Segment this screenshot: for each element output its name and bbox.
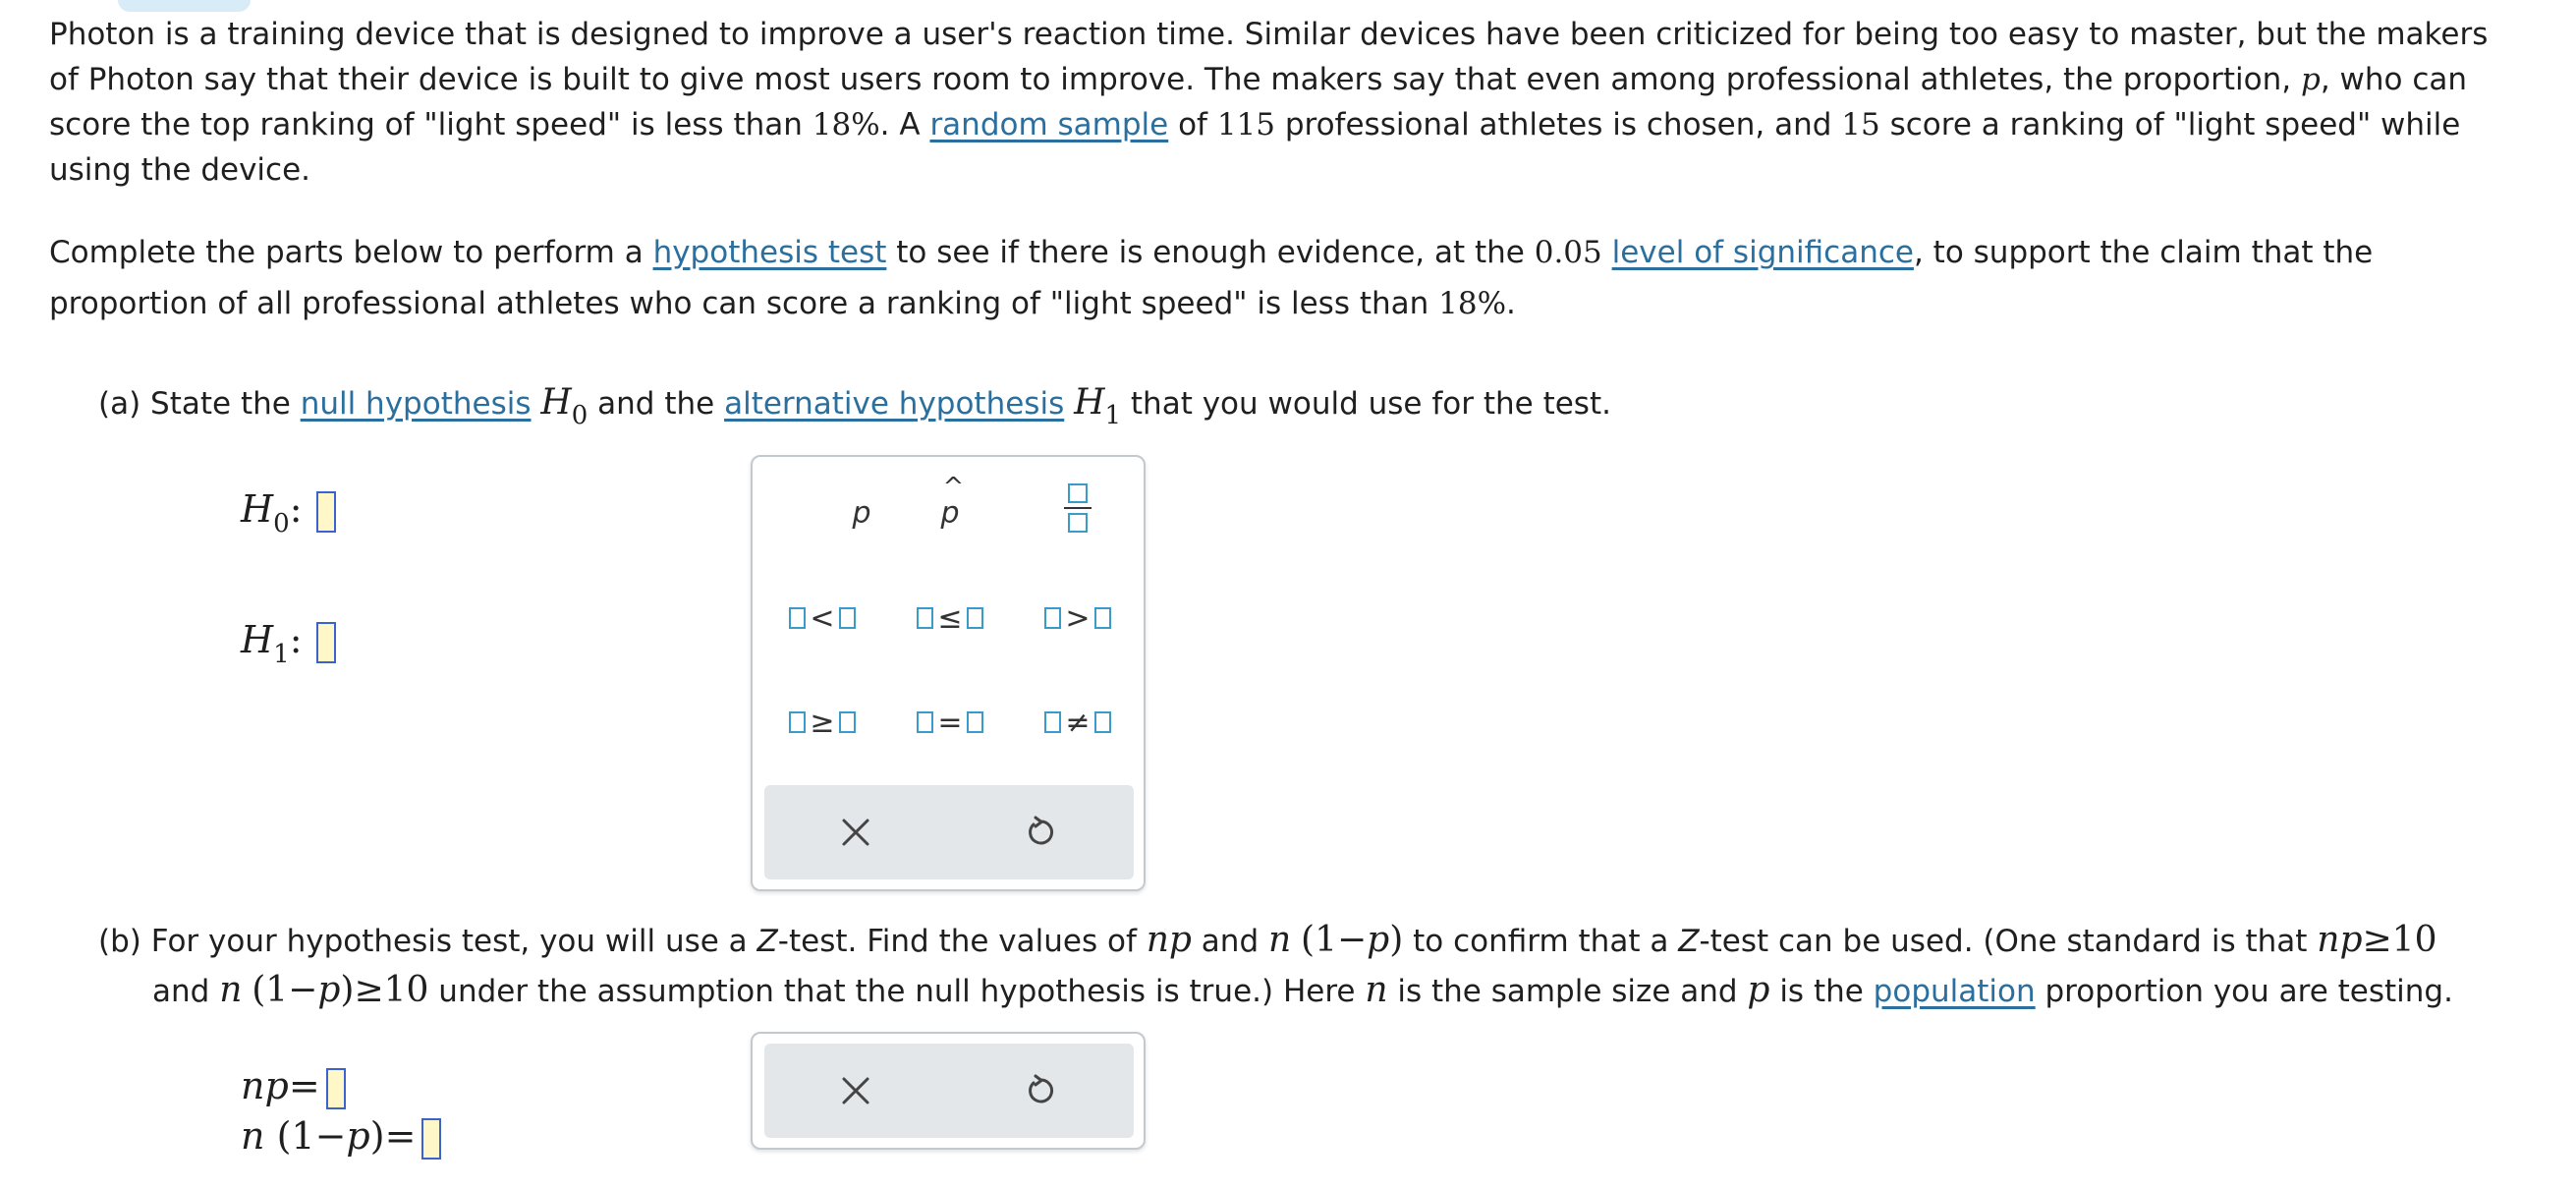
- undo-button-b[interactable]: [1006, 1061, 1075, 1120]
- n-one-minus-p-answer-input[interactable]: [421, 1118, 441, 1160]
- less-equal-button[interactable]: ≤: [896, 589, 1004, 648]
- np-row: np=: [241, 1063, 346, 1109]
- part-b-question-line1: (b) For your hypothesis test, you will use a Z-test. Find the values of np and n (1−p) to confirm that a Z-test can be used. (One standard is that np≥10: [98, 920, 2437, 960]
- symbol-palette: [751, 455, 1146, 891]
- problem-instructions: Complete the parts below to perform a hypothesis test to see if there is enough evidence, at the 0.05 level of significance, to support the claim that the proportion of all professional athletes who can score a ranking of "light speed" is less than 18%.: [49, 235, 2374, 321]
- h0-answer-input[interactable]: [316, 491, 336, 533]
- undo-icon: [1024, 815, 1057, 850]
- part-b-question-line2: and n (1−p)≥10 under the assumption that the null hypothesis is true.) Here n is the sample size and p is the population proportion you are testing.: [152, 970, 2453, 1010]
- h1-row: $H_1$:: [241, 615, 336, 669]
- h0-row: $H_0$:: [241, 484, 336, 538]
- random-sample-link[interactable]: random sample: [929, 107, 1169, 142]
- greater-than-button[interactable]: >: [1024, 589, 1132, 648]
- p-hat-button[interactable]: ^ p: [940, 472, 965, 531]
- hypothesis-test-link[interactable]: hypothesis test: [652, 235, 887, 270]
- answer-palette-b: [751, 1032, 1146, 1150]
- n-one-minus-p-row: n (1−p)=: [241, 1113, 441, 1160]
- null-hypothesis-link[interactable]: null hypothesis: [300, 386, 532, 422]
- hat-accent: ^: [942, 472, 965, 502]
- part-a-question: (a) State the null hypothesis $H_0$ and the alternative hypothesis $H_1$ that you would use for the test.: [98, 382, 1611, 430]
- not-equal-button[interactable]: ≠: [1024, 693, 1132, 752]
- alternative-hypothesis-link[interactable]: alternative hypothesis: [724, 386, 1065, 422]
- problem-intro: Photon is a training device that is designed to improve a user's reaction time. Similar devices have been criticized for being too easy to master, but the makers of Photon say that their device is built to give most users room to improve. The makers say that even among professional athletes, the proportion, p, who can score the top ranking of "light speed" is less than 18%. A random sample of 115 professional athletes is chosen, and 15 score a ranking of "light speed" while using the device.: [49, 17, 2489, 188]
- top-tab-indicator: [118, 0, 251, 12]
- close-icon: [839, 1074, 872, 1107]
- less-than-button[interactable]: <: [768, 589, 876, 648]
- np-answer-input[interactable]: [326, 1068, 346, 1109]
- greater-equal-button[interactable]: ≥: [768, 693, 876, 752]
- population-link[interactable]: population: [1873, 974, 2036, 1009]
- level-of-significance-link[interactable]: level of significance: [1611, 235, 1914, 270]
- fraction-button[interactable]: [1024, 479, 1132, 538]
- undo-button[interactable]: [1006, 803, 1075, 862]
- close-icon: [839, 816, 872, 849]
- undo-icon: [1024, 1073, 1057, 1108]
- p-button[interactable]: p: [852, 495, 871, 531]
- equals-button[interactable]: =: [896, 693, 1004, 752]
- h1-answer-input[interactable]: [316, 622, 336, 663]
- palette-b-action-bar: [764, 1044, 1134, 1138]
- clear-button-b[interactable]: [821, 1061, 890, 1120]
- clear-button[interactable]: [821, 803, 890, 862]
- palette-action-bar: [764, 785, 1134, 879]
